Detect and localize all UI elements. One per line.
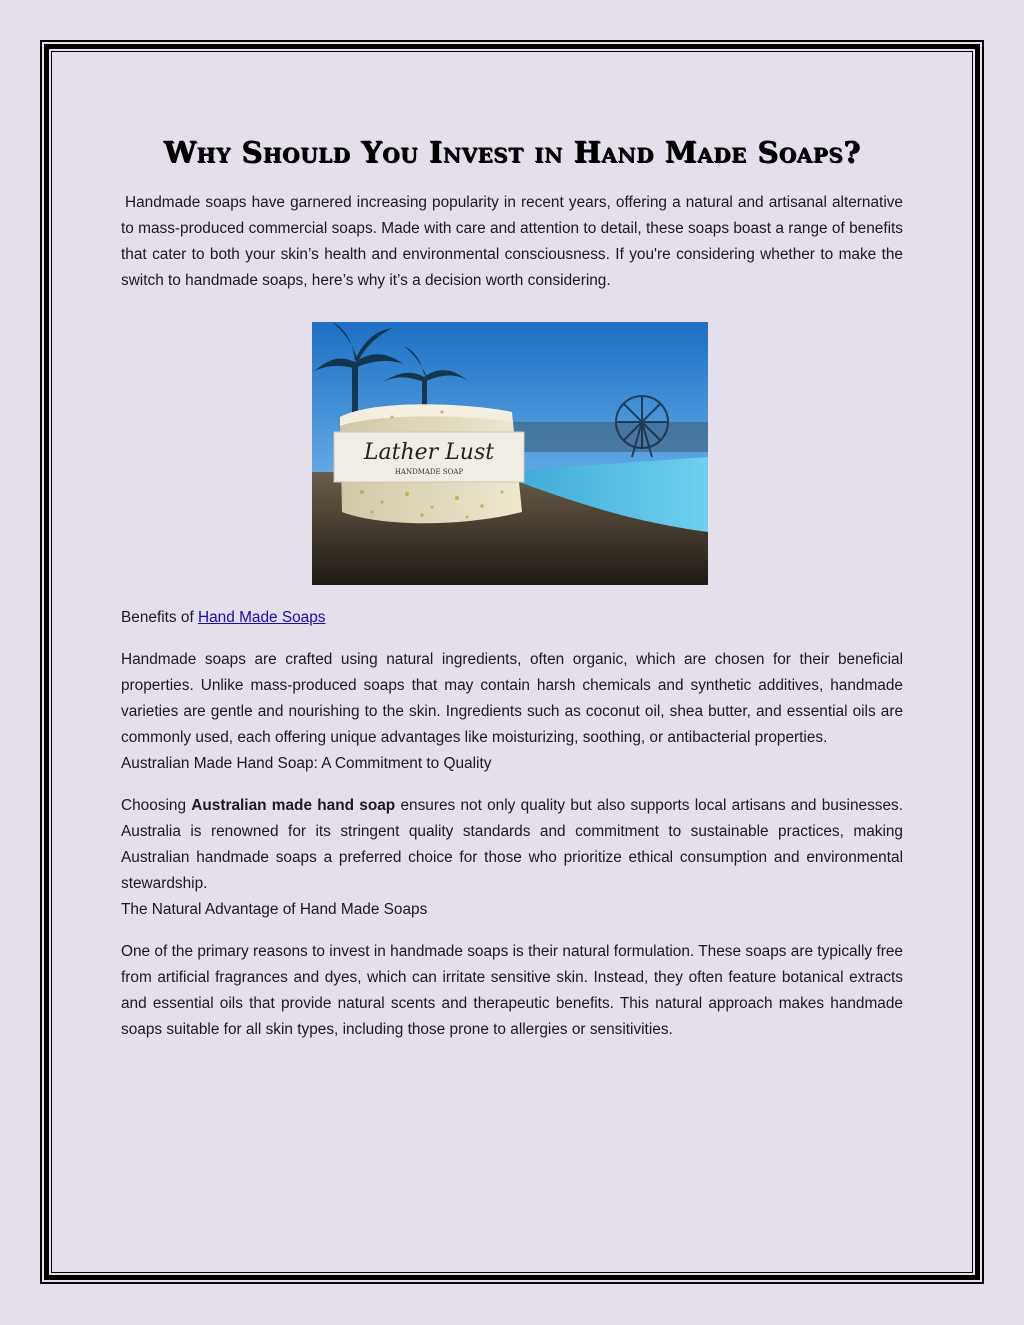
benefits-heading [121,605,903,631]
australian-made-bold: Australian made hand soap [191,797,396,814]
natural-paragraph: One of the primary reasons to invest in handmade soaps is their natural formulation. These soaps are typically free from artificial fragrances and dyes, which can irritate sensitive skin. Instead, they often feature botanical extracts and essential oils that provide natural scents and therapeutic benefits. This natural approach makes handmade soaps suitable for all skin types, including those prone to allergies or sensitivities. [121,943,903,1038]
page-title: Why Should You Invest in Hand Made Soaps? [163,135,861,169]
australian-heading: Australian Made Hand Soap: A Commitment to Quality [121,755,492,772]
soap-brand-subtext: HANDMADE SOAP [394,468,464,476]
soap-beach-photo [312,322,708,585]
choosing-rest: ensures not only quality but also supports local artisans and businesses. Australia is renowned for its stringent quality standards and commitment to sustainable practices, making Australian handmade soaps a preferred choice for those who prioritize ethical consumption and environmental stewardship. [121,797,904,892]
ingredients-paragraph: Handmade soaps are crafted using natural ingredients, often organic, which are chosen for their beneficial properties. Unlike mass-produced soaps that may contain harsh chemicals and synthetic additives, handmade varieties are gentle and nourishing to the skin. Ingredients such as coconut oil, shea butter, and essential oils are commonly used, each offering unique advantages like moisturizing, soothing, or antibacterial properties. [121,651,903,746]
intro-paragraph: Handmade soaps have garnered increasing popularity in recent years, offering a natural and artisanal alternative to mass-produced commercial soaps. Made with care and attention to detail, these soaps boast a range of benefits that cater to both your skin’s health and environmental consciousness. If you're considering whether to make the switch to handmade soaps, here’s why it’s a decision worth considering. [121,194,903,289]
hand-made-soaps-link[interactable]: Hand Made Soaps [198,609,326,626]
soap-brand-text: Lather Lust [363,440,495,465]
document-body [121,128,903,1043]
natural-heading: The Natural Advantage of Hand Made Soaps [121,901,428,918]
choosing-paragraph [121,793,903,897]
benefits-prefix: Benefits of [121,609,198,626]
choosing-prefix: Choosing [121,797,192,814]
